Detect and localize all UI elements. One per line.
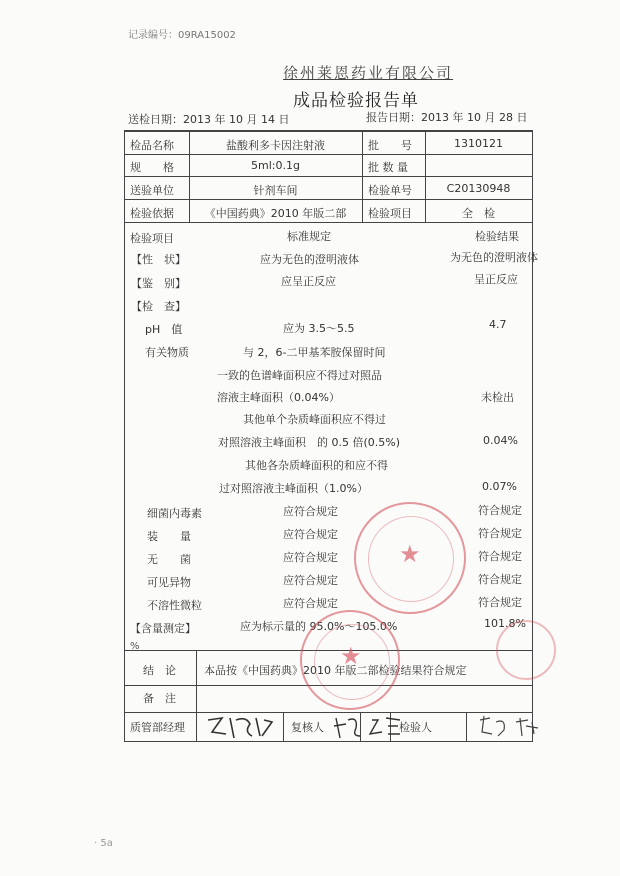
- reviewer-label: 复核人: [291, 721, 324, 734]
- row-standard: 应符合规定: [283, 597, 338, 610]
- row-item: 【含量测定】: [130, 622, 196, 635]
- conclusion-value: 本品按《中国药典》2010 年版二部检验结果符合规定: [204, 664, 467, 677]
- row-standard: 应为 3.5～5.5: [283, 322, 355, 335]
- row-result: 符合规定: [478, 504, 522, 517]
- row-standard: 过对照溶液主峰面积（1.0%）: [219, 482, 368, 495]
- row-standard: 其他单个杂质峰面积应不得过: [243, 413, 386, 426]
- row-standard: 应为无色的澄明液体: [260, 253, 359, 266]
- basis-label: 检验依据: [130, 207, 174, 220]
- company-name: 徐州莱恩药业有限公司: [283, 64, 454, 82]
- row-standard: 其他各杂质峰面积的和应不得: [245, 459, 388, 472]
- row-standard: 应符合规定: [283, 574, 338, 587]
- row-standard: 应为标示量的 95.0%～105.0%: [240, 620, 398, 633]
- sender-label: 送验单位: [130, 184, 174, 197]
- row-item: 装 量: [147, 530, 191, 543]
- record-number: 记录编号：09RA15002: [128, 30, 236, 41]
- row-item: 【检 查】: [131, 300, 186, 313]
- row-result: 符合规定: [478, 550, 522, 563]
- percent-mark: %: [130, 641, 140, 652]
- batch-label: 批 号: [368, 139, 412, 152]
- order-number-value: C20130948: [446, 182, 511, 195]
- row-result: 为无色的澄明液体: [450, 251, 538, 264]
- row-standard: 与 2，6-二甲基苯胺保留时间: [243, 346, 386, 359]
- col-item-header: 检验项目: [130, 232, 174, 245]
- order-number-label: 检验单号: [368, 184, 412, 197]
- product-name-label: 检品名称: [130, 139, 174, 152]
- col-result-header: 检验结果: [475, 230, 519, 243]
- row-result: 未检出: [481, 391, 514, 404]
- row-standard: 应符合规定: [283, 551, 338, 564]
- remark-label: 备 注: [143, 692, 176, 705]
- row-result: 符合规定: [478, 596, 522, 609]
- batch-quantity-label: 批 数 量: [368, 161, 408, 174]
- page-title: 成品检验报告单: [293, 91, 419, 111]
- row-item: 不溶性微粒: [147, 599, 202, 612]
- batch-value: 1310121: [454, 137, 503, 150]
- row-result: 0.07%: [482, 480, 517, 493]
- row-standard: 对照溶液主峰面积 的 0.5 倍(0.5%): [218, 436, 401, 449]
- row-result: 4.7: [489, 318, 507, 331]
- row-result: 符合规定: [478, 527, 522, 540]
- row-standard: 应符合规定: [283, 528, 338, 541]
- row-standard: 一致的色谱峰面积应不得过对照品: [217, 369, 382, 382]
- test-item-value: 全 检: [462, 207, 495, 220]
- row-result: 呈正反应: [474, 273, 518, 286]
- spec-label: 规 格: [130, 161, 174, 174]
- row-item: 【鉴 别】: [131, 277, 186, 290]
- quality-seal-stamp: ★: [300, 610, 400, 710]
- footer-mark: · 5a: [94, 838, 113, 849]
- conclusion-label: 结 论: [143, 664, 176, 677]
- row-item: pH 值: [145, 323, 183, 336]
- sender-value: 针剂车间: [253, 184, 298, 197]
- row-item: 可见异物: [147, 576, 191, 589]
- spec-value: 5ml:0.1g: [251, 159, 300, 172]
- row-result: 101.8%: [484, 617, 526, 630]
- row-result: 符合规定: [478, 573, 522, 586]
- basis-value: 《中国药典》2010 年版二部: [204, 207, 347, 220]
- row-item: 细菌内毒素: [147, 507, 202, 520]
- row-result: 0.04%: [483, 434, 518, 447]
- row-item: 有关物质: [145, 346, 189, 359]
- row-standard: 溶液主峰面积（0.04%）: [217, 391, 340, 404]
- row-item: 【性 状】: [131, 253, 186, 266]
- product-name-value: 盐酸利多卡因注射液: [226, 139, 325, 152]
- row-standard: 应呈正反应: [281, 275, 336, 288]
- row-item: 无 菌: [147, 553, 191, 566]
- inspector-label: 检验人: [399, 721, 432, 734]
- col-standard-header: 标准规定: [287, 230, 331, 243]
- qa-manager-label: 质管部经理: [130, 721, 185, 734]
- row-standard: 应符合规定: [283, 505, 338, 518]
- company-seal-stamp: ★: [354, 502, 466, 614]
- test-item-label: 检验项目: [368, 207, 412, 220]
- send-date: 送检日期：2013 年 10 月 14 日: [128, 113, 290, 126]
- partial-seal-stamp: [496, 620, 556, 680]
- report-date: 报告日期：2013 年 10 月 28 日: [366, 111, 528, 124]
